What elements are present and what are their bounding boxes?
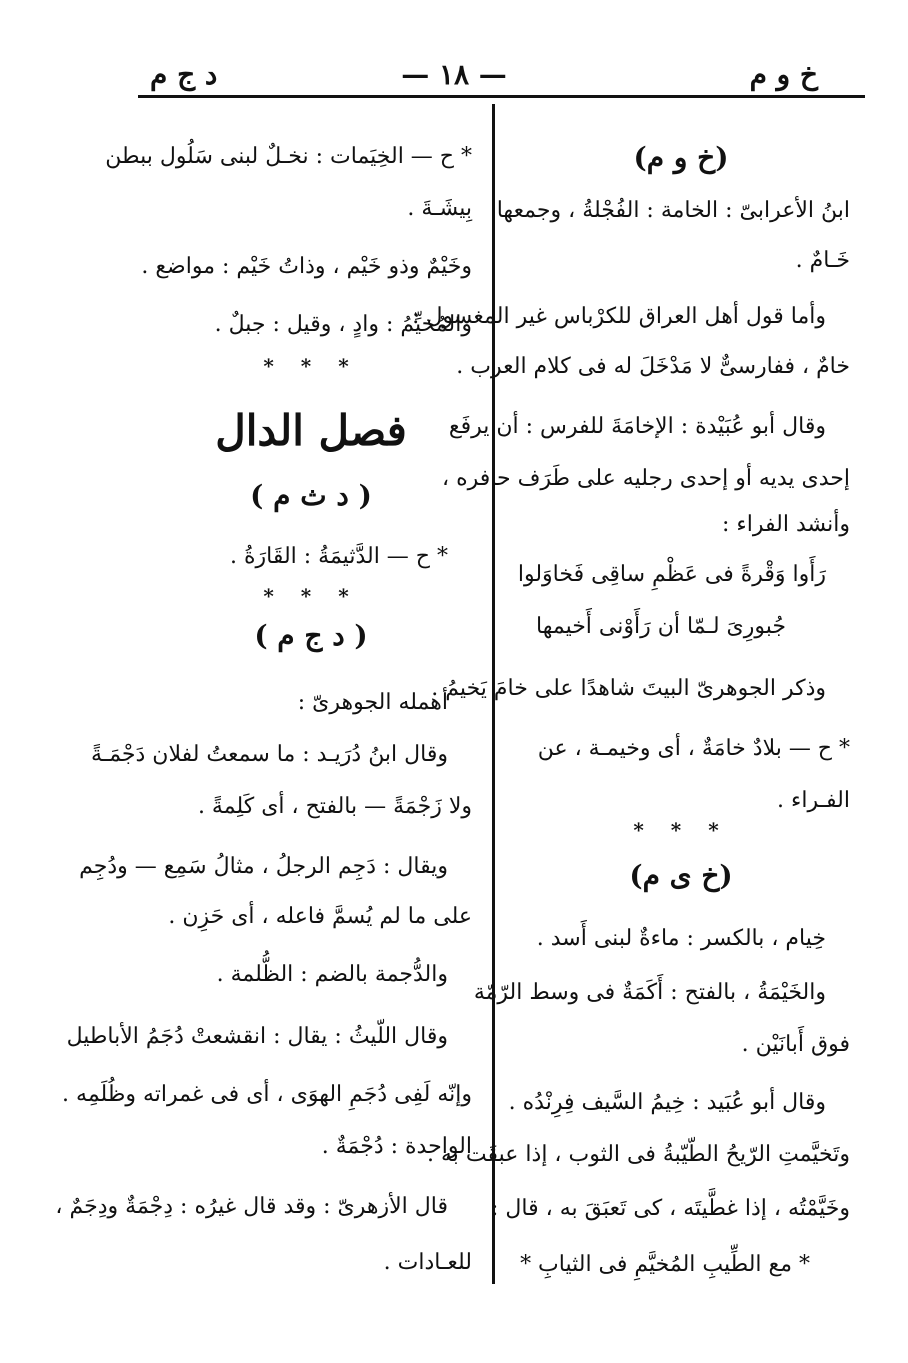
text-line: وقال ابنُ دُرَيـد : ما سمعتُ لفلان دَجْمَـةً bbox=[90, 742, 448, 767]
text-line: والمُخيِّمُ : وادٍ ، وقيل : جبلٌ . bbox=[214, 312, 472, 337]
entry-heading: ( د ث م ) bbox=[250, 479, 372, 512]
text-line: ويقال : دَجِم الرجلُ ، مثالُ سَمِع — ودُجِم bbox=[79, 854, 448, 879]
section-separator: * * * bbox=[263, 584, 359, 608]
text-line: خِيام ، بالكسر : ماءةٌ لبنى أَسد . bbox=[536, 926, 826, 951]
text-line: وقال اللّيثُ : يقال : انقشعتْ دُجَمُ الأباطيل bbox=[66, 1024, 448, 1049]
text-line: خَـامٌ . bbox=[795, 248, 850, 273]
text-line: وخَيَّمْتُه ، إذا غطَّيتَه ، كى تَعبَقَ به ، قال : bbox=[491, 1196, 850, 1221]
text-line: ابنُ الأعرابىّ : الخامة : الفُجْلةُ ، وجمعها bbox=[496, 198, 850, 223]
entry-heading: ( د ج م ) bbox=[254, 619, 368, 652]
header-root-right: خ و م bbox=[749, 58, 818, 91]
chapter-title: فصل الدال bbox=[215, 406, 407, 455]
verse-line: جُبورِىَ لـمّا أن رَأَوْنى أَخيمها bbox=[536, 614, 786, 639]
text-line: وخَيْمٌ وذو خَيْم ، وذاتُ خَيْم : مواضع . bbox=[141, 254, 472, 279]
entry-heading: (خ ى م) bbox=[629, 859, 733, 892]
text-line: وتَخيَّمتِ الرّيحُ الطّيّبةُ فى الثوب ، إذا عبقَت به . bbox=[427, 1142, 850, 1167]
text-line: الفـراء . bbox=[777, 788, 850, 813]
text-line: أهمله الجوهرىّ : bbox=[297, 690, 448, 715]
text-line: وأما قول أهل العراق للكرْباس غير المغسول : bbox=[412, 304, 826, 329]
section-separator: * * * bbox=[263, 354, 359, 378]
verse-line: * مع الطِّيبِ المُخيَّمِ فى الثيابِ * bbox=[520, 1252, 810, 1277]
text-line: * ح — الخِيَمات : نخـلٌ لبنى سَلُول ببطن bbox=[105, 144, 472, 169]
header-rule bbox=[138, 95, 865, 98]
text-line: ولا زَجْمَةً — بالفتح ، أى كَلِمةً . bbox=[197, 794, 472, 819]
entry-heading: (خ و م) bbox=[633, 141, 729, 174]
text-line: * ح — بلادٌ خامَةٌ ، أى وخيمـة ، عن bbox=[537, 736, 850, 761]
text-line: خامٌ ، ففارسىٌّ لا مَدْخَلَ له فى كلام العرب . bbox=[456, 354, 850, 379]
text-line: على ما لم يُسمَّ فاعله ، أى حَزِن . bbox=[168, 904, 472, 929]
header-root-left: د ج م bbox=[150, 58, 218, 91]
text-line: وقال أبو عُبَيْدة : الإخامَةَ للفرس : أن يرفَع bbox=[448, 414, 826, 439]
text-line: الواحدة : دُجْمَةٌ . bbox=[321, 1134, 472, 1159]
text-line: وقال أبو عُبَيد : خِيمُ السَّيف فِرِنْدُه . bbox=[508, 1090, 826, 1115]
section-separator: * * * bbox=[633, 818, 729, 842]
text-line: وأنشد الفراء : bbox=[722, 512, 850, 537]
text-line: والخَيْمَةُ ، بالفتح : أَكَمَةٌ فى وسط الرّمّة bbox=[473, 980, 826, 1005]
text-line: وإنّه لَفِى دُجَمِ الهوَى ، أى فى غمراته وظُلَمِه . bbox=[62, 1082, 472, 1107]
text-line: بِيشَـةَ . bbox=[407, 196, 472, 221]
verse-line: رَأَوا وَقْرةً فى عَظْمِ ساقِى فَخاوَلوا bbox=[517, 562, 826, 587]
text-line: للعـادات . bbox=[383, 1250, 472, 1275]
page-header bbox=[0, 52, 908, 92]
page-number: — ١٨ — bbox=[401, 58, 507, 91]
text-line: والدُّجمة بالضم : الظُّلمة . bbox=[216, 962, 448, 987]
text-line: * ح — الدَّثيمَةُ : القَارَةُ . bbox=[229, 544, 448, 569]
text-line: فوق أَبانَيْن . bbox=[741, 1032, 850, 1057]
text-line: إحدى يديه أو إحدى رجليه على طَرَف حافره ، bbox=[442, 466, 850, 491]
text-line: قال الأزهرىّ : وقد قال غيرُه : دِجْمَةٌ ودِجَمٌ ، bbox=[55, 1194, 448, 1219]
text-line: وذكر الجوهرىّ البيتَ شاهدًا على خامَ يَخيمُ . bbox=[431, 676, 826, 701]
